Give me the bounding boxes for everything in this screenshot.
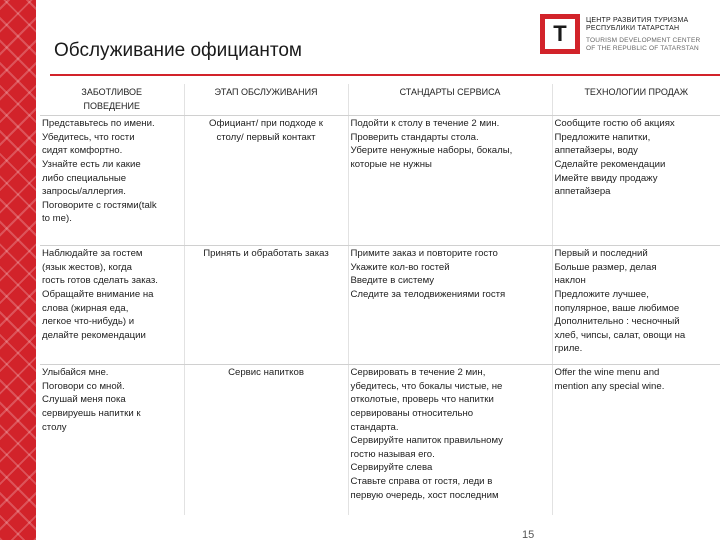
sales-technologies-cell — [552, 246, 720, 365]
service-standards-cell — [348, 365, 552, 515]
cell-line: Убедитесь, что гости — [42, 131, 135, 143]
logo-en-line: TOURISM DEVELOPMENT CENTER — [586, 37, 701, 44]
header-line: СТАНДАРТЫ СЕРВИСА — [399, 87, 501, 97]
cell-line: Сервируйте слева — [350, 462, 433, 474]
cell-line: Поговори со мной. — [42, 380, 125, 392]
header-sales-technologies — [552, 84, 720, 116]
sales-technologies-cell — [552, 116, 720, 246]
cell-line: Offer the wine menu and — [554, 367, 660, 379]
logo-text-ru — [586, 17, 688, 33]
header-caring-behavior — [40, 84, 184, 116]
header-line: ТЕХНОЛОГИИ ПРОДАЖ — [584, 87, 689, 97]
cell-line: Первый и последний — [554, 248, 648, 260]
cell-line: Уберите ненужные наборы, бокалы, — [350, 145, 513, 157]
cell-line: Слушай меня пока — [42, 394, 126, 406]
table-row — [40, 365, 720, 515]
logo-mark-icon — [540, 14, 580, 54]
cell-line: аппетайзеры, воду — [554, 145, 638, 157]
header-service-stage — [184, 84, 348, 116]
cell-line: гость готов сделать заказ. — [42, 275, 158, 287]
cell-line: сидят комфортно. — [42, 145, 123, 157]
service-stage-cell — [184, 116, 348, 246]
cell-line: хлеб, чипсы, салат, овощи на — [554, 329, 686, 341]
cell-line: Предложите напитки, — [554, 131, 651, 143]
cell-line: Укажите кол-во гостей — [350, 261, 450, 273]
cell-line: Введите в систему — [350, 275, 435, 287]
cell-line: Улыбайся мне. — [42, 367, 109, 379]
cell-line: первую очередь, хост последним — [350, 489, 499, 501]
caring-behavior-cell — [40, 365, 184, 515]
tourism-center-logo — [540, 14, 716, 58]
cell-line: наклон — [554, 275, 586, 287]
service-stage-cell — [184, 246, 348, 365]
caring-behavior-cell — [40, 116, 184, 246]
cell-line: mention any special wine. — [554, 380, 665, 392]
logo-ru-line: РЕСПУБЛИКИ ТАТАРСТАН — [586, 25, 680, 32]
header-service-standards — [348, 84, 552, 116]
cell-line: Следите за телодвижениями гостя — [350, 288, 506, 300]
cell-line: (язык жестов), когда — [42, 261, 132, 273]
logo-en-line: OF THE REPUBLIC OF TATARSTAN — [586, 45, 699, 52]
cell-line: легкое что-нибудь) и — [42, 316, 135, 328]
header-line: ЗАБОТЛИВОЕ — [81, 87, 143, 97]
header-line: ЭТАП ОБСЛУЖИВАНИЯ — [214, 87, 318, 97]
cell-line: Примите заказ и повторите госто — [350, 248, 498, 260]
cell-line: отколотые, проверь что напитки — [350, 394, 494, 406]
decorative-ornament-band — [0, 0, 36, 540]
service-standards-cell — [348, 246, 552, 365]
cell-line: Принять и обработать заказ — [203, 248, 329, 260]
cell-line: Сервируйте напиток правильному — [350, 435, 503, 447]
cell-line: Ставьте справа от гостя, леди в — [350, 475, 493, 487]
cell-line: Дополнительно : чесночный — [554, 316, 680, 328]
logo-ru-line: ЦЕНТР РАЗВИТИЯ ТУРИЗМА — [586, 17, 689, 24]
cell-line: которые не нужны — [350, 158, 432, 170]
cell-line: Сделайте рекомендации — [554, 158, 666, 170]
cell-line: столу — [42, 421, 67, 433]
cell-line: гриле. — [554, 343, 583, 355]
cell-line: Больше размер, делая — [554, 261, 657, 273]
cell-line: Предложите лучшее, — [554, 288, 649, 300]
cell-line: убедитесь, что бокалы чистые, не — [350, 380, 503, 392]
cell-line: Имейте ввиду продажу — [554, 172, 658, 184]
cell-line: Подойти к столу в течение 2 мин. — [350, 118, 500, 130]
table-row — [40, 246, 720, 365]
cell-line: стандарта. — [350, 421, 399, 433]
caring-behavior-cell — [40, 246, 184, 365]
table-row — [40, 116, 720, 246]
header-line: ПОВЕДЕНИЕ — [83, 100, 141, 111]
cell-line: Обращайте внимание на — [42, 288, 154, 300]
cell-line: Проверить стандарты стола. — [350, 131, 479, 143]
logo-text-en — [586, 37, 700, 53]
cell-line: запросы/аллергия. — [42, 186, 126, 198]
service-standards-table-wrapper — [40, 84, 720, 515]
cell-line: гостю называя его. — [350, 448, 435, 460]
table-header-row — [40, 84, 720, 116]
cell-line: Официант/ при подходе к — [208, 118, 323, 130]
page-number: 15 — [522, 529, 535, 540]
cell-line: Сервировать в течение 2 мин, — [350, 367, 486, 379]
cell-line: делайте рекомендации — [42, 329, 146, 341]
service-standards-table — [40, 84, 720, 515]
cell-line: слова (жирная еда, — [42, 302, 129, 314]
cell-line: сервированы относительно — [350, 407, 474, 419]
service-stage-cell — [184, 365, 348, 515]
cell-line: столу/ первый контакт — [216, 131, 316, 143]
logo-letter: T — [553, 21, 567, 46]
cell-line: Представьтесь по имени. — [42, 118, 155, 130]
slide-title: Обслуживание официантом — [54, 40, 302, 61]
cell-line: to me). — [42, 213, 72, 225]
cell-line: Наблюдайте за гостем — [42, 248, 143, 260]
cell-line: Поговорите с гостями(talk — [42, 199, 157, 211]
cell-line: либо специальные — [42, 172, 127, 184]
cell-line: популярное, ваше любимое — [554, 302, 680, 314]
title-underline — [50, 74, 720, 76]
cell-line: Сервис напитков — [228, 367, 304, 379]
sales-technologies-cell — [552, 365, 720, 515]
cell-line: сервируешь напитки к — [42, 407, 141, 419]
cell-line: Узнайте есть ли какие — [42, 158, 141, 170]
service-standards-cell — [348, 116, 552, 246]
cell-line: аппетайзера — [554, 186, 611, 198]
cell-line: Сообщите гостю об акциях — [554, 118, 675, 130]
